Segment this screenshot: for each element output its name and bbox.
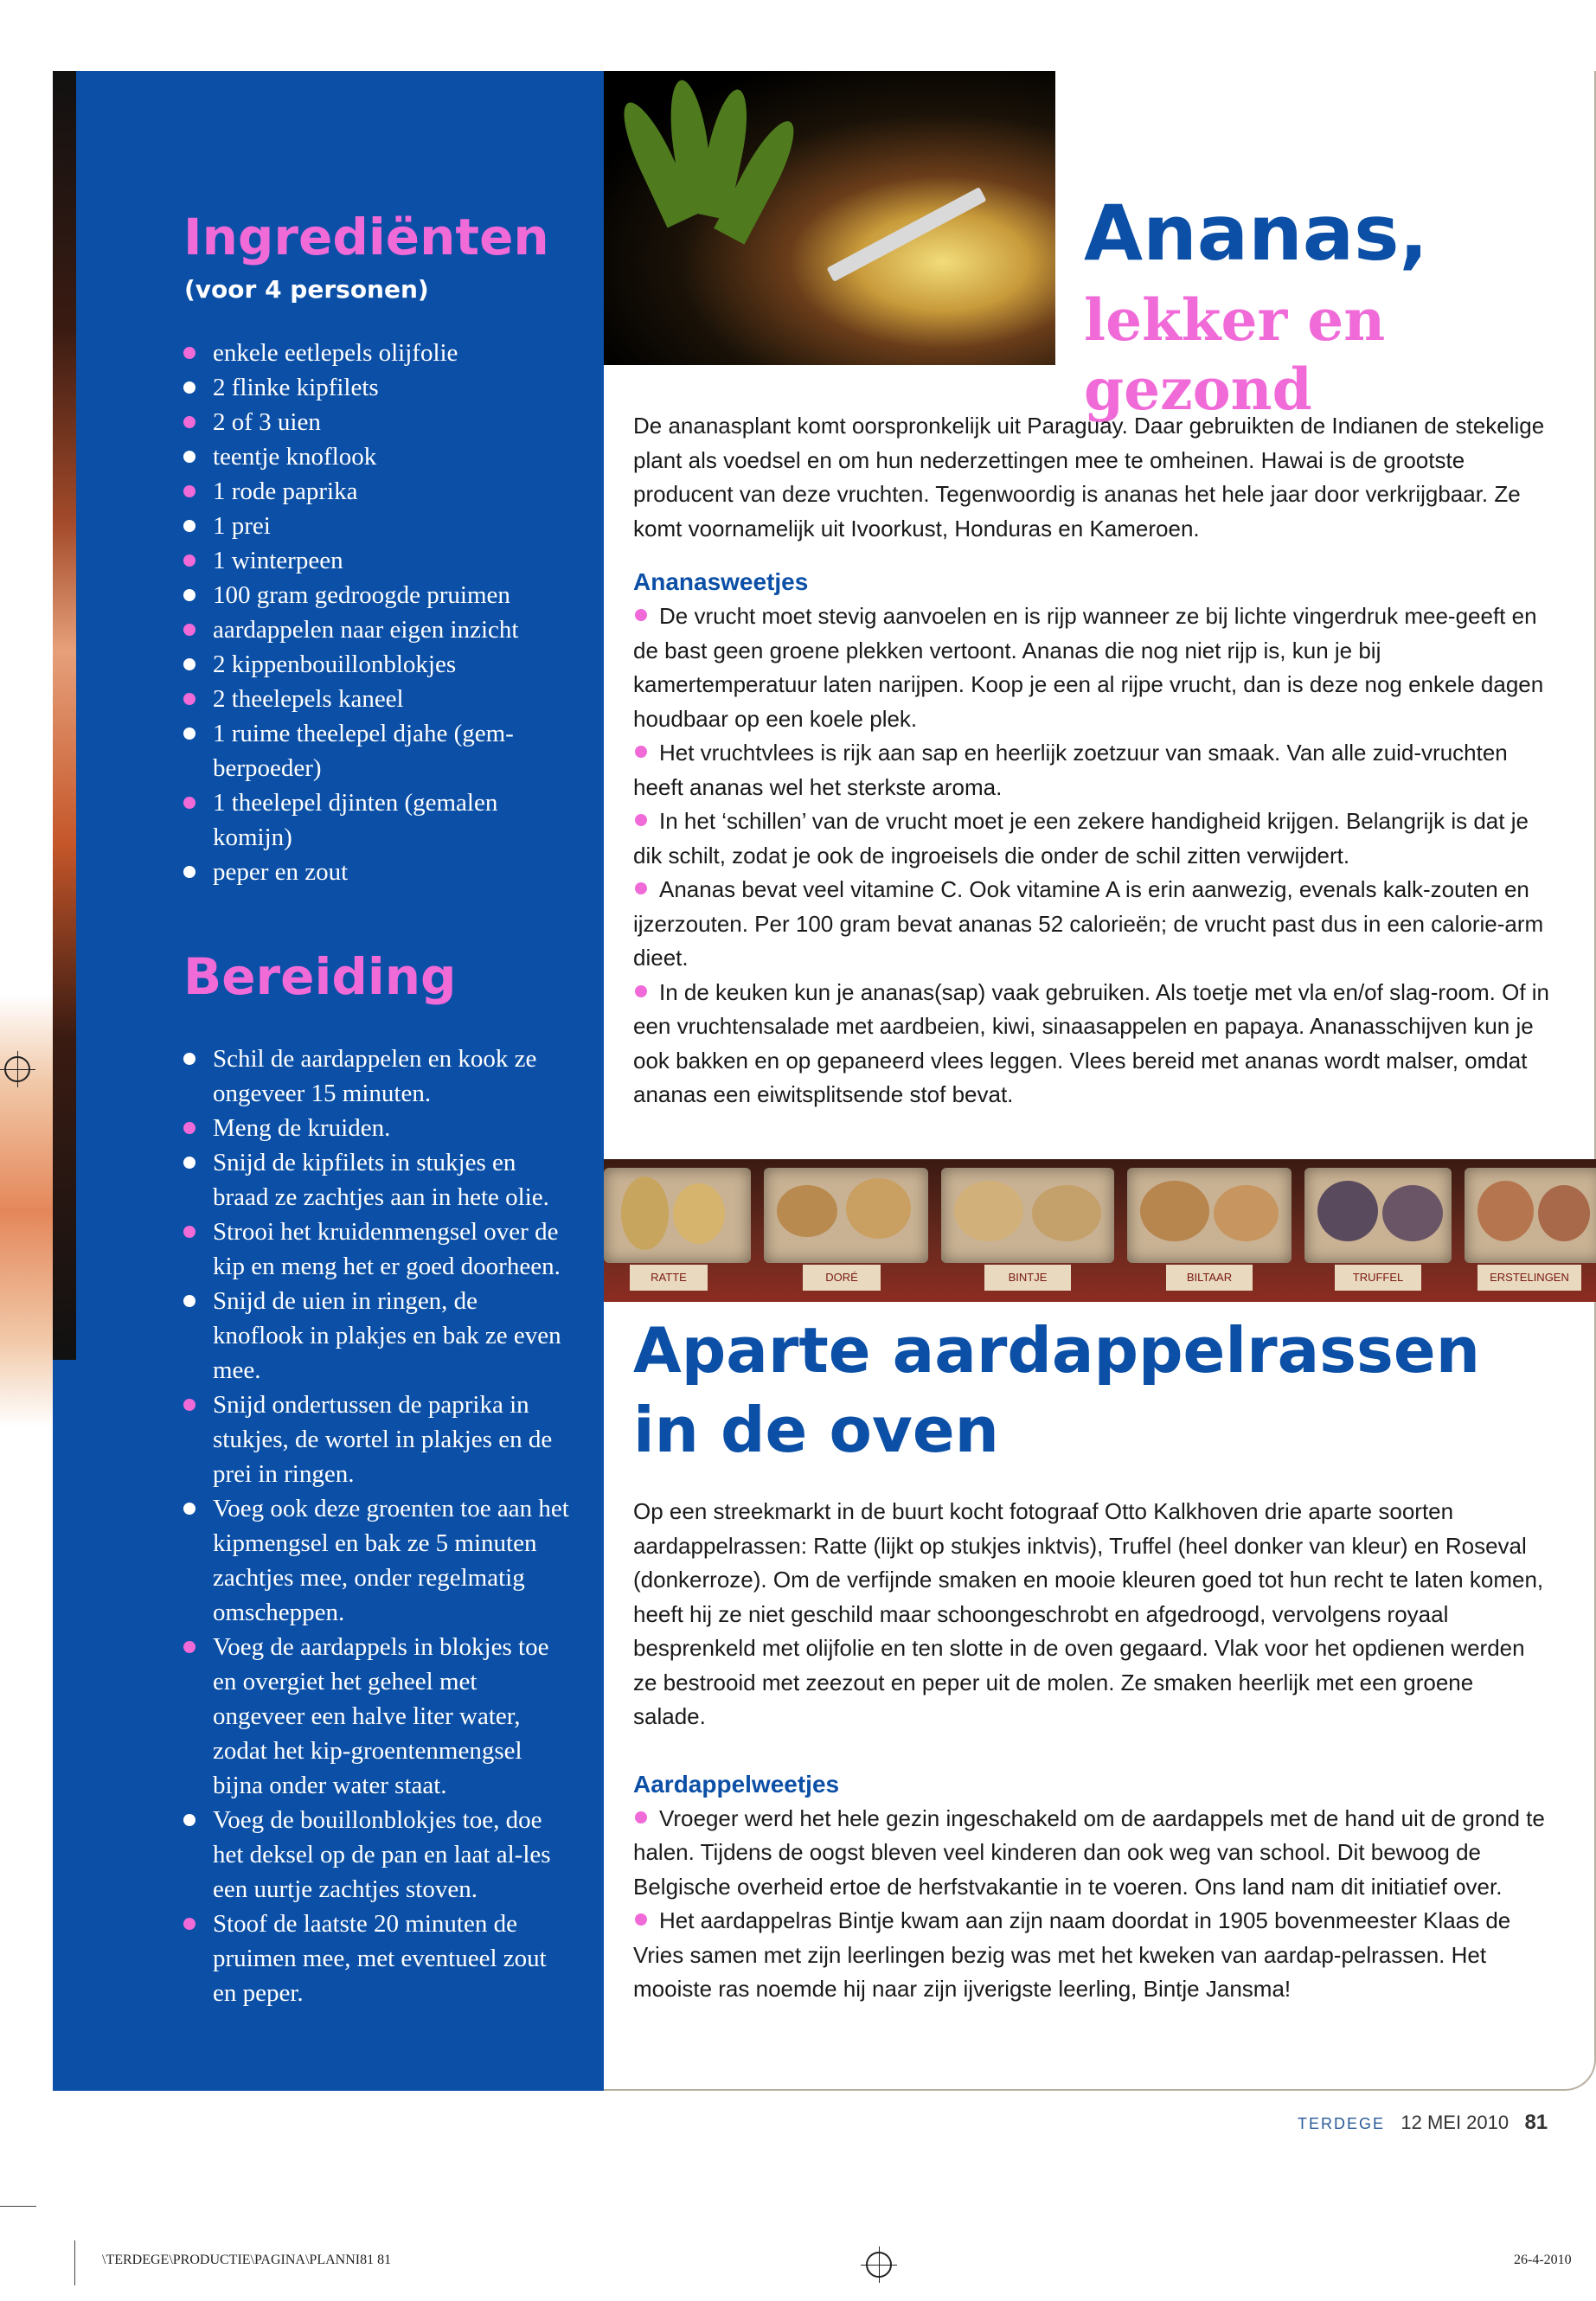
ingredient-item [183, 370, 573, 405]
fact-text: Het vruchtvlees is rijk aan sap en heerlijk zoetzuur van smaak. Van alle zuid-vruchten heeft ananas wel het sterkste aroma. [633, 740, 1508, 800]
fact-item [633, 1802, 1550, 1905]
preparation-step [183, 1491, 573, 1630]
ingredient-item [183, 578, 573, 612]
ingredient-item [183, 682, 573, 716]
preparation-title: Bereiding [183, 947, 457, 1006]
fact-item [633, 804, 1550, 873]
ingredient-item [183, 439, 573, 474]
potato-title-line1: Aparte aardappelrassen [633, 1314, 1480, 1387]
potato-title-line2: in de oven [633, 1394, 999, 1466]
preparation-step [183, 1284, 573, 1388]
ananas-facts-title: Ananasweetjes [633, 568, 809, 595]
preparation-step [183, 1215, 573, 1284]
bullet-icon [183, 624, 195, 636]
ingredient-item-text: enkele eetlepels olijfolie [213, 339, 458, 367]
fact-item [633, 599, 1550, 736]
potato-facts-list [633, 1802, 1550, 2007]
bullet-icon [635, 814, 647, 826]
ingredient-item [183, 855, 573, 889]
bullet-icon [183, 1053, 195, 1065]
preparation-step [183, 1907, 573, 2010]
photo-strip [53, 71, 76, 1360]
potato-photo [604, 1159, 1596, 1302]
issue-date: 12 MEI 2010 [1401, 2112, 1509, 2133]
ingredient-item [183, 474, 573, 509]
ingredient-item [183, 785, 573, 855]
bullet-icon [635, 609, 647, 621]
preparation-step [183, 1630, 573, 1803]
preparation-step-text: Snijd de kipfilets in stukjes en braad ze zachtjes aan in hete olie. [213, 1149, 549, 1211]
bullet-icon [183, 1399, 195, 1411]
potato-tag: RATTE [630, 1265, 708, 1291]
preparation-step [183, 1388, 573, 1491]
ingredient-item-text: 2 of 3 uien [213, 408, 321, 436]
bullet-icon [635, 985, 647, 997]
bullet-icon [183, 520, 195, 532]
ananas-subtitle: lekker en gezond [1084, 286, 1386, 423]
ingredient-item-text: 2 theelepels kaneel [213, 685, 404, 713]
bullet-icon [183, 451, 195, 463]
ingredient-item-text: 2 kippenbouillonblokjes [213, 651, 457, 678]
bullet-icon [183, 347, 195, 359]
bullet-icon [183, 1157, 195, 1169]
ingredient-item-text: peper en zout [213, 858, 349, 886]
fact-text: Ananas bevat veel vitamine C. Ook vitamine A is erin aanwezig, evenals kalk-zouten en ijzerzouten. Per 100 gram bevat ananas 52 calorieën; de vrucht past dus in een calorie-arm dieet. [633, 876, 1544, 971]
preparation-step-text: Voeg ook deze groenten toe aan het kipmengsel en bak ze 5 minuten zachtjes mee, onder regelmatig omscheppen. [213, 1495, 569, 1626]
ingredient-item-text: aardappelen naar eigen inzicht [213, 616, 519, 644]
preparation-step [183, 1042, 573, 1111]
ananas-body [633, 409, 1550, 1112]
crop-mark [0, 2206, 36, 2207]
page-number: 81 [1524, 2111, 1548, 2134]
ananas-intro: De ananasplant komt oorspronkelijk uit Paraguay. Daar gebruikten de Indianen de stekelige plant als voedsel en om hun nederzettingen mee te omheinen. Hawai is de grootste producent van deze vruchten. Tegenwoordig is ananas het hele jaar door verkrijgbaar. Ze komt voornamelijk uit Ivoorkust, Honduras en Kameroen. [633, 413, 1545, 542]
potato-tag: DORÉ [803, 1265, 881, 1291]
crop-mark [74, 2240, 75, 2285]
bullet-icon [183, 485, 195, 497]
ananas-facts-list [633, 599, 1550, 1112]
fact-text: In het ‘schillen’ van de vrucht moet je een zekere handigheid krijgen. Belangrijk is dat je dik schilt, zodat je ook de ingroeisels die onder de schil zitten verwijdert. [633, 808, 1529, 868]
ingredient-item [183, 647, 573, 682]
fact-item [633, 1904, 1550, 2007]
fact-text: Het aardappelras Bintje kwam aan zijn naam doordat in 1905 bovenmeester Klaas de Vries samen met zijn leerlingen bezig was met het kweken van aardap-pelrassen. Het mooiste ras noemde hij naar zijn ijverigste leerling, Bintje Jansma! [633, 1907, 1511, 2002]
bullet-icon [183, 693, 195, 705]
potato-body [633, 1495, 1550, 2007]
fact-item [633, 873, 1550, 976]
bullet-icon [183, 554, 195, 567]
registration-mark-icon [866, 2252, 892, 2278]
bullet-icon [635, 882, 647, 894]
preparation-step-text: Schil de aardappelen en kook ze ongeveer 15 minuten. [213, 1045, 537, 1107]
preparation-step-text: Meng de kruiden. [213, 1114, 391, 1142]
pineapple-photo [604, 71, 1055, 365]
ingredient-item-text: 1 theelepel djinten (gemalen komijn) [213, 789, 498, 851]
potato-facts-title: Aardappelweetjes [633, 1770, 840, 1798]
potato-tag: BILTAAR [1166, 1265, 1253, 1291]
ingredient-item [183, 405, 573, 439]
bullet-icon [635, 746, 647, 758]
fact-item [633, 976, 1550, 1112]
bullet-icon [183, 416, 195, 428]
registration-mark-icon [4, 1056, 30, 1082]
print-date: 26-4-2010 [1514, 2253, 1572, 2267]
ingredient-item [183, 543, 573, 578]
ingredients-list [183, 336, 573, 889]
ananas-title: Ananas, [1084, 189, 1428, 278]
ingredient-item-text: 1 ruime theelepel djahe (gem-berpoeder) [213, 720, 514, 782]
preparation-step [183, 1803, 573, 1907]
ingredient-item [183, 336, 573, 370]
bullet-icon [183, 797, 195, 809]
ingredient-item-text: teentje knoflook [213, 443, 377, 471]
bullet-icon [183, 1122, 195, 1134]
fact-item [633, 736, 1550, 804]
bullet-icon [183, 1641, 195, 1653]
potato-tag: ERSTELINGEN [1477, 1265, 1581, 1291]
potato-title [633, 1311, 1567, 1470]
potato-tag: BINTJE [984, 1265, 1071, 1291]
preparation-step [183, 1145, 573, 1215]
ingredient-item-text: 100 gram gedroogde pruimen [213, 581, 510, 609]
page-footer [1298, 2111, 1596, 2137]
bullet-icon [183, 1918, 195, 1930]
ingredient-item [183, 612, 573, 647]
bullet-icon [183, 1226, 195, 1238]
bullet-icon [183, 727, 195, 740]
ingredients-title: Ingrediënten [183, 208, 549, 266]
ingredient-item-text: 2 flinke kipfilets [213, 374, 379, 401]
preparation-steps [183, 1042, 573, 2010]
ingredients-subtitle: (voor 4 personen) [184, 275, 429, 304]
ingredient-item [183, 716, 573, 785]
bullet-icon [183, 866, 195, 878]
potato-intro: Op een streekmarkt in de buurt kocht fotograaf Otto Kalkhoven drie aparte soorten aardappelrassen: Ratte (lijkt op stukjes inktvis), Truffel (heel donker van kleur) en Roseval (donkerroze). Om de verfijnde smaken en mooie kleuren goed tot hun recht te laten komen, heeft hij ze niet geschild maar schoongeschrobt en afgedroogd, vervolgens royaal besprenkeld met olijfolie en ten slotte in de oven gegaard. Vlak voor het opdienen werden ze bestrooid met zeezout en peper uit de molen. Ze smaken heerlijk met een groene salade. [633, 1498, 1544, 1729]
fact-text: In de keuken kun je ananas(sap) vaak gebruiken. Als toetje met vla en/of slag-room. Of in een vruchtensalade met aardbeien, kiwi, sinaasappelen en papaya. Ananasschijven kun je ook bakken en op gepaneerd vlees leggen. Vlees bereid met ananas wordt malser, omdat ananas een eiwitsplitsende stof bevat. [633, 978, 1550, 1107]
preparation-step [183, 1111, 573, 1145]
preparation-step-text: Voeg de aardappels in blokjes toe en overgiet het geheel met ongeveer een halve liter water, zodat het kip-groentenmengsel bijna onder water staat. [213, 1633, 549, 1799]
fact-text: De vrucht moet stevig aanvoelen en is rijp wanneer ze bij lichte vingerdruk mee-geeft en de bast geen groene plekken vertoont. Ananas die nog niet rijp is, kun je bij kamertemperatuur laten narijpen. Koop je een al rijpe vrucht, dan is deze nog enkele dagen houdbaar op een koele plek. [633, 603, 1544, 732]
ingredient-item-text: 1 winterpeen [213, 547, 343, 574]
bullet-icon [183, 381, 195, 394]
bullet-icon [183, 1295, 195, 1307]
fact-text: Vroeger werd het hele gezin ingeschakeld om de aardappels met de hand uit de grond te halen. Tijdens de oogst bleven veel kinderen dan ook weg van school. Dit bewoog de Belgische overheid ertoe de herfstvakantie in te voeren. Ons land nam dit initiatief over. [633, 1804, 1545, 1900]
print-path: \TERDEGE\PRODUCTIE\PAGINA\PLANNI81 81 [102, 2253, 392, 2267]
ingredient-item-text: 1 prei [213, 512, 271, 540]
bullet-icon [183, 1503, 195, 1515]
preparation-step-text: Strooi het kruidenmengsel over de kip en meng het er goed doorheen. [213, 1218, 561, 1280]
bullet-icon [183, 658, 195, 670]
potato-tag: TRUFFEL [1335, 1265, 1421, 1291]
magazine-name: TERDEGE [1298, 2115, 1386, 2132]
preparation-step-text: Snijd ondertussen de paprika in stukjes, de wortel in plakjes en de prei in ringen. [213, 1391, 553, 1488]
ingredient-item-text: 1 rode paprika [213, 478, 358, 505]
bullet-icon [183, 589, 195, 601]
ingredient-item [183, 509, 573, 543]
preparation-step-text: Voeg de bouillonblokjes toe, doe het deksel op de pan en laat al-les een uurtje zachtjes stoven. [213, 1806, 551, 1903]
bullet-icon [183, 1814, 195, 1826]
bullet-icon [635, 1913, 647, 1926]
preparation-step-text: Stoof de laatste 20 minuten de pruimen mee, met eventueel zout en peper. [213, 1910, 547, 2007]
bullet-icon [635, 1811, 647, 1823]
preparation-step-text: Snijd de uien in ringen, de knoflook in plakjes en bak ze even mee. [213, 1287, 561, 1384]
